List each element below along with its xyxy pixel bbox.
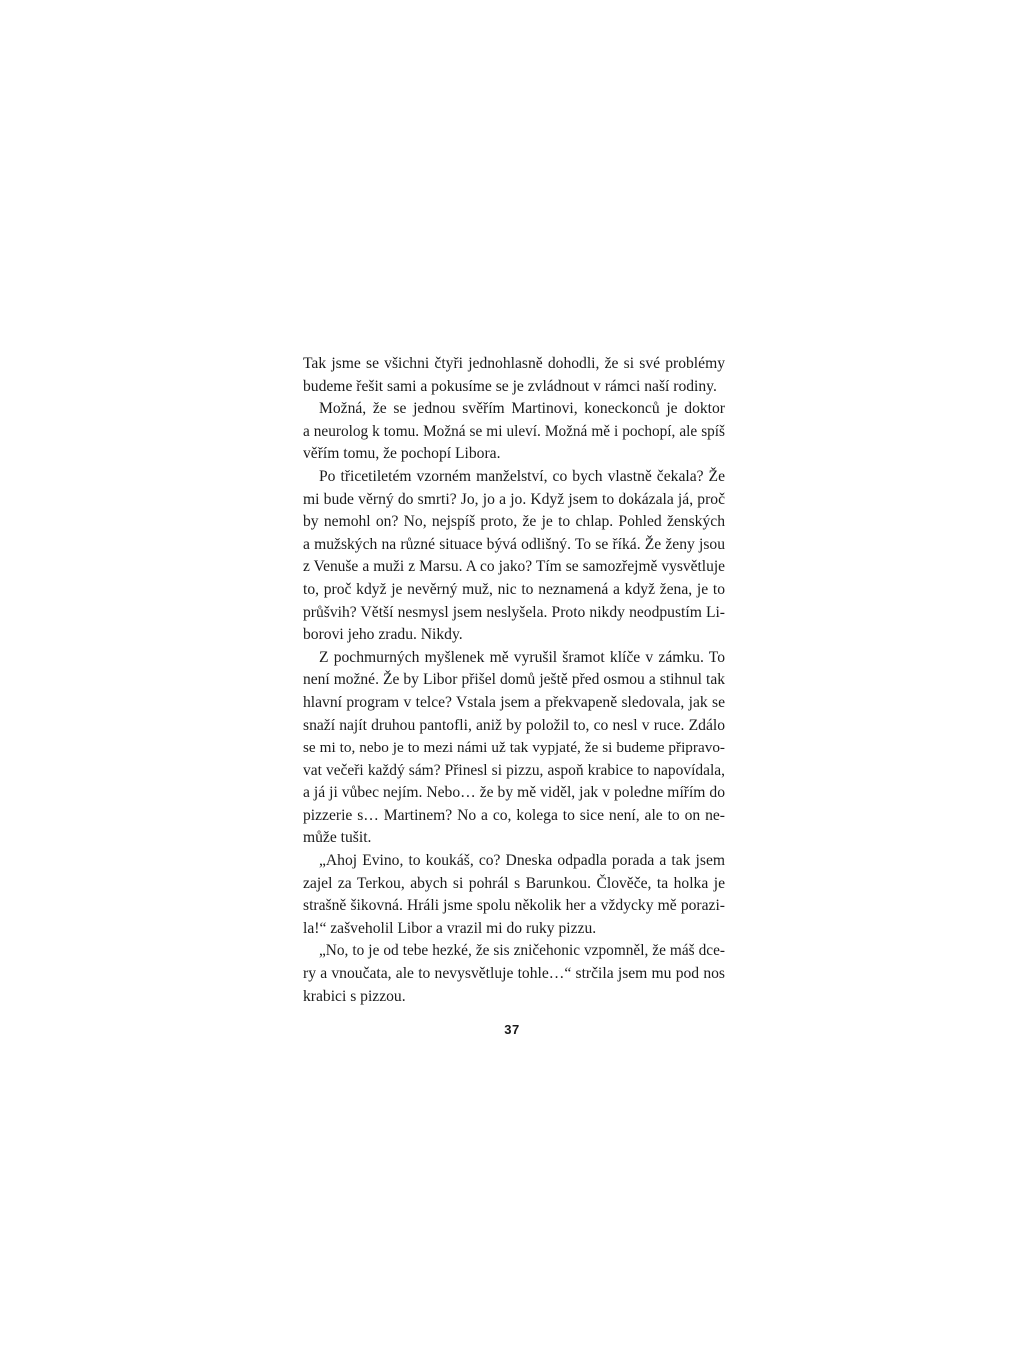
paragraph	[303, 398, 725, 466]
text-line: by nemohl on? No, nejspíš proto, že je to chlap. Pohled ženských	[303, 513, 725, 531]
text-line: „Ahoj Evino, to koukáš, co? Dneska odpadla porada a tak jsem	[319, 852, 725, 870]
text-line: a neurolog k tomu. Možná se mi uleví. Možná mě i pochopí, ale spíš	[303, 422, 725, 440]
text-line: to, proč když je nevěrný muž, nic to neznamená a když žena, je to	[303, 580, 725, 598]
text-line: zajel za Terkou, abych si pohrál s Barunkou. Člověče, ta holka je	[303, 874, 725, 892]
text-line: Po třicetiletém vzorném manželství, co bych vlastně čekala? Že	[319, 467, 725, 485]
text-line: krabici s pizzou.	[303, 987, 406, 1005]
text-line: ry a vnoučata, ale to nevysvětluje tohle…“ strčila jsem mu pod nos	[303, 965, 725, 983]
text-line: vat večeři každý sám? Přinesl si pizzu, aspoň krabice to napovídala,	[303, 761, 725, 779]
text-line: věřím tomu, že pochopí Libora.	[303, 445, 501, 463]
text-line: průšvih? Větší nesmysl jsem neslyšela. Proto nikdy neodpustím Li-	[303, 603, 725, 621]
text-line: la!“ zašveholil Libor a vrazil mi do ruky pizzu.	[303, 919, 597, 937]
text-line: mi bude věrný do smrti? Jo, jo a jo. Když jsem to dokázala já, proč	[303, 490, 725, 508]
text-line: a já ji vůbec nejím. Nebo… že by mě viděl, jak v poledne mířím do	[303, 784, 725, 802]
text-line: snaží najít druhou pantofli, aniž by položil to, co nesl v ruce. Zdálo	[303, 716, 725, 734]
paragraph	[303, 353, 725, 398]
text-line: může tušit.	[303, 829, 372, 847]
text-line: borovi jeho zradu. Nikdy.	[303, 626, 463, 644]
page-number: 37	[504, 1022, 520, 1037]
text-line: a mužských na různé situace bývá odlišný. To se říká. Že ženy jsou	[303, 535, 725, 553]
text-line: Možná, že se jednou svěřím Martinovi, koneckonců je doktor	[319, 400, 725, 418]
paragraph	[303, 850, 725, 940]
text-line: Z pochmurných myšlenek mě vyrušil šramot klíče v zámku. To	[319, 648, 725, 666]
text-line: budeme řešit sami a pokusíme se je zvládnout v rámci naší rodiny.	[303, 377, 717, 395]
paragraph	[303, 466, 725, 647]
text-line: „No, to je od tebe hezké, že sis zničehonic vzpomněl, že máš dce-	[319, 942, 725, 960]
paragraph	[303, 940, 725, 1008]
text-line: Tak jsme se všichni čtyři jednohlasně dohodli, že si své problémy	[303, 355, 725, 372]
text-line: pizzerie s… Martinem? No a co, kolega to sice není, ale to on ne-	[303, 806, 725, 824]
body-text	[303, 353, 725, 1008]
paragraph	[303, 647, 725, 850]
text-line: se mi to, nebo je to mezi námi už tak vypjaté, že si budeme připravo-	[303, 739, 725, 757]
text-line: není možné. Že by Libor přišel domů ještě před osmou a stihnul tak	[303, 671, 725, 689]
text-line: z Venuše a muži z Marsu. A co jako? Tím se samozřejmě vysvětluje	[303, 558, 725, 576]
text-line: strašně šikovná. Hráli jsme spolu několik her a vždycky mě porazi-	[303, 897, 725, 915]
text-line: hlavní program v telce? Vstala jsem a překvapeně sledovala, jak se	[303, 693, 725, 711]
